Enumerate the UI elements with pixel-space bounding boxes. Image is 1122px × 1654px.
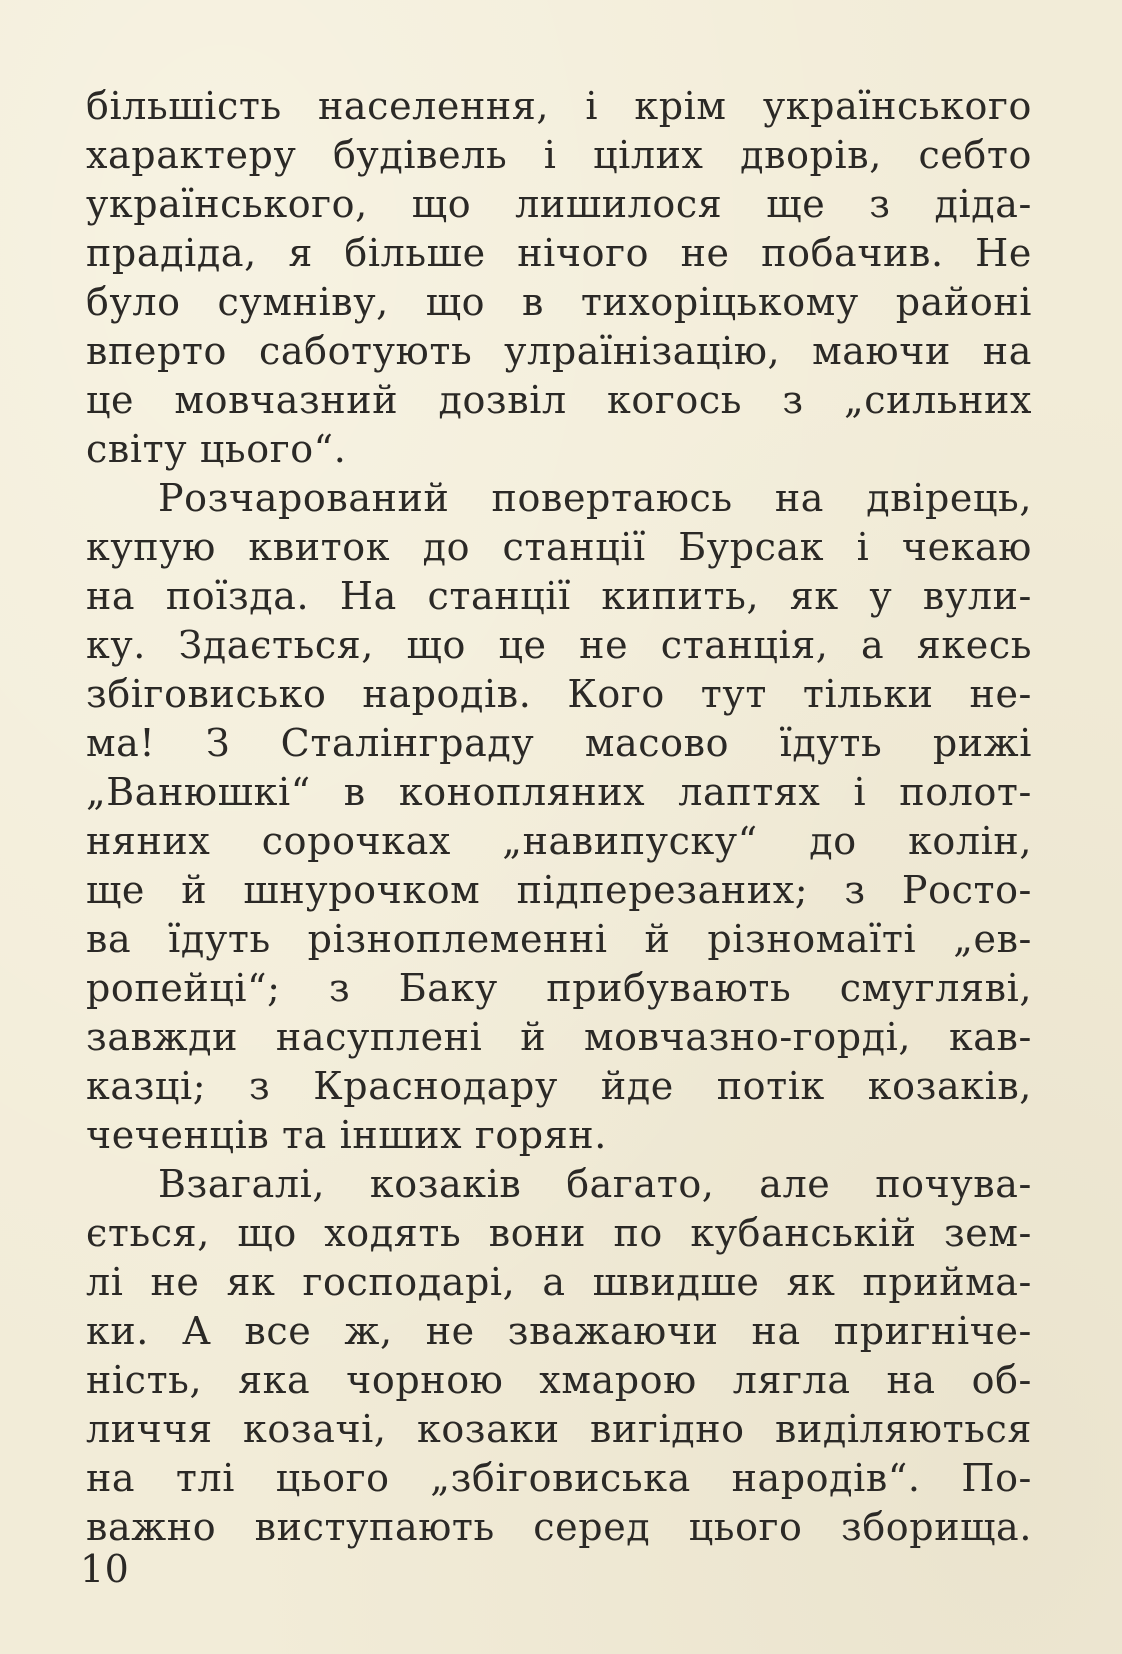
- text-line: ва їдуть різноплеменні й різномаїті „ев-: [86, 917, 1032, 961]
- text-line: на поїзда. На станції кипить, як у вули-: [86, 574, 1032, 618]
- text-line: ки. А все ж, не зважаючи на пригніче-: [86, 1309, 1032, 1353]
- text-line: на тлі цього „збіговиська народів“. По-: [86, 1456, 1032, 1500]
- text-line: ку. Здається, що це не станція, а якесь: [86, 623, 1032, 667]
- text-line: ропейці“; з Баку прибувають смугляві,: [86, 966, 1032, 1010]
- text-line: няних сорочках „навипуску“ до колін,: [86, 819, 1032, 863]
- text-line: більшість населення, і крім українського: [86, 84, 1032, 128]
- text-line: лі не як господарі, а швидше як прийма-: [86, 1260, 1032, 1304]
- text-line: ще й шнурочком підперезаних; з Росто-: [86, 868, 1032, 912]
- paragraph-start-line: Взагалі, козаків багато, але почува-: [158, 1162, 1032, 1206]
- text-line: збіговисько народів. Кого тут тільки не-: [86, 672, 1032, 716]
- text-line: ється, що ходять вони по кубанській зем-: [86, 1211, 1032, 1255]
- text-line: „Ванюшкі“ в конопляних лаптях і полот-: [86, 770, 1032, 814]
- text-line: характеру будівель і цілих дворів, себто: [86, 133, 1032, 177]
- text-line: вперто саботують улраїнізацію, маючи на: [86, 329, 1032, 373]
- text-line: казці; з Краснодару йде потік козаків,: [86, 1064, 1032, 1108]
- text-line: ма! З Сталінграду масово їдуть рижі: [86, 721, 1032, 765]
- text-line: купую квиток до станції Бурсак і чекаю: [86, 525, 1032, 569]
- text-line: українського, що лишилося ще з діда-: [86, 182, 1032, 226]
- text-line: важно виступають серед цього зборища.: [86, 1505, 1032, 1549]
- text-line: це мовчазний дозвіл когось з „сильних: [86, 378, 1032, 422]
- paragraph-start-line: Розчарований повертаюсь на двірець,: [158, 476, 1032, 520]
- text-line: завжди насуплені й мовчазно-горді, кав-: [86, 1015, 1032, 1059]
- body-text: [86, 82, 1032, 1552]
- paragraph-end-line: світу цього“.: [86, 427, 347, 471]
- text-line: було сумніву, що в тихоріцькому районі: [86, 280, 1032, 324]
- text-line: личчя козачі, козаки вигідно виділяються: [86, 1407, 1032, 1451]
- text-line: ність, яка чорною хмарою лягла на об-: [86, 1358, 1032, 1402]
- page-number: 10: [80, 1547, 130, 1591]
- text-line: прадіда, я більше нічого не побачив. Не: [86, 231, 1032, 275]
- paragraph-end-line: чеченців та інших горян.: [86, 1113, 607, 1157]
